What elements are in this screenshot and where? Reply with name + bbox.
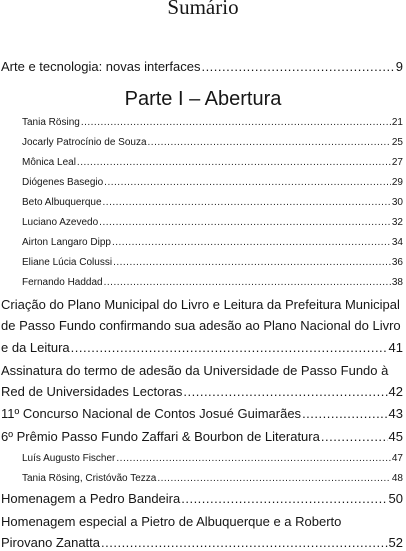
- toc-entry-assinatura-line1: Assinatura do termo de adesão da Universidade de Passo Fundo à: [1, 363, 389, 378]
- toc-page-number: 47: [391, 453, 403, 464]
- toc-entry-text: Luís Augusto Fischer: [22, 453, 116, 464]
- toc-page-number: 43: [388, 406, 403, 421]
- toc-author-entry[interactable]: [22, 156, 403, 169]
- toc-page-number: 9: [395, 59, 403, 74]
- dot-leader: [101, 534, 388, 551]
- toc-author-entry[interactable]: [22, 216, 403, 229]
- toc-author-entry[interactable]: [22, 276, 403, 289]
- dot-leader: [81, 116, 391, 129]
- toc-entry-text: Fernando Haddad: [22, 277, 103, 288]
- dot-leader: [157, 472, 391, 485]
- toc-entry-text: Beto Albuquerque: [22, 197, 102, 208]
- toc-entry-text: Tania Rösing, Cristóvão Tezza: [22, 473, 157, 484]
- toc-subentry-rosing-tezza[interactable]: [22, 472, 403, 485]
- toc-page-number: 32: [391, 217, 403, 228]
- dot-leader: [103, 196, 391, 209]
- toc-entry-text: e da Leitura: [1, 340, 70, 355]
- toc-entry-premio[interactable]: [1, 428, 403, 445]
- toc-page-number: 36: [391, 257, 403, 268]
- dot-leader: [116, 452, 390, 465]
- dot-leader: [71, 339, 388, 356]
- toc-page-number: 30: [391, 197, 403, 208]
- toc-entry-homenagem-especial-line1: Homenagem especial a Pietro de Albuquerque e a Roberto: [1, 514, 342, 529]
- toc-entry-criacao-line1: Criação do Plano Municipal do Livro e Leitura da Prefeitura Municipal: [1, 297, 400, 312]
- toc-author-entry[interactable]: [22, 236, 403, 249]
- toc-entry-text: Mônica Leal: [22, 157, 76, 168]
- dot-leader: [321, 428, 388, 445]
- toc-page-number: 52: [388, 535, 403, 550]
- dot-leader: [104, 176, 391, 189]
- toc-entry-homenagem-especial[interactable]: [1, 534, 403, 551]
- toc-entry-criacao-line2: de Passo Fundo confirmando sua adesão ao Plano Nacional do Livro: [1, 318, 401, 333]
- toc-entry-criacao[interactable]: [1, 339, 403, 356]
- toc-entry-text: Homenagem a Pedro Bandeira: [1, 491, 181, 506]
- toc-entry-text: Eliane Lúcia Colussi: [22, 257, 113, 268]
- toc-entry-text: Airton Langaro Dipp: [22, 237, 111, 248]
- toc-page-number: 48: [391, 473, 403, 484]
- toc-entry-text: Arte e tecnologia: novas interfaces: [1, 59, 201, 74]
- toc-entry-text: Red de Universidades Lectoras: [1, 384, 183, 399]
- dot-leader: [148, 136, 391, 149]
- toc-page-number: 34: [391, 237, 403, 248]
- dot-leader: [113, 256, 391, 269]
- toc-page-number: 29: [391, 177, 403, 188]
- dot-leader: [183, 383, 387, 400]
- toc-page-number: 41: [388, 340, 403, 355]
- toc-page-number: 42: [388, 384, 403, 399]
- toc-entry-text: Jocarly Patrocínio de Souza: [22, 137, 147, 148]
- dot-leader: [112, 236, 391, 249]
- dot-leader: [104, 276, 391, 289]
- toc-page-number: 27: [391, 157, 403, 168]
- dot-leader: [99, 216, 391, 229]
- toc-entry-homenagem[interactable]: [1, 490, 403, 507]
- part-heading: Parte I – Abertura: [124, 88, 282, 110]
- page-title: Sumário: [167, 0, 239, 19]
- dot-leader: [181, 490, 387, 507]
- toc-entry-assinatura[interactable]: [1, 383, 403, 400]
- toc-entry-text: 6º Prêmio Passo Fundo Zaffari & Bourbon de Literatura: [1, 429, 320, 444]
- toc-page-number: 45: [388, 429, 403, 444]
- toc-entry-concurso[interactable]: [1, 405, 403, 422]
- toc-author-entry[interactable]: [22, 136, 403, 149]
- toc-entry-text: Pirovano Zanatta: [1, 535, 101, 550]
- toc-page-number: 38: [391, 277, 403, 288]
- toc-entry-text: Luciano Azevedo: [22, 217, 99, 228]
- toc-author-entry[interactable]: [22, 196, 403, 209]
- toc-subentry-fischer[interactable]: [22, 452, 403, 465]
- toc-author-entry[interactable]: [22, 176, 403, 189]
- dot-leader: [77, 156, 391, 169]
- toc-page-number: 21: [391, 117, 403, 128]
- toc-author-entry[interactable]: [22, 256, 403, 269]
- dot-leader: [302, 405, 387, 422]
- toc-page-number: 25: [391, 137, 403, 148]
- toc-entry-text: Diógenes Basegio: [22, 177, 104, 188]
- toc-entry-text: 11º Concurso Nacional de Contos Josué Guimarães: [1, 406, 302, 421]
- toc-author-entry[interactable]: [22, 116, 403, 129]
- toc-entry-text: Tania Rösing: [22, 117, 80, 128]
- toc-page-number: 50: [388, 491, 403, 506]
- dot-leader: [201, 58, 394, 75]
- toc-entry-intro[interactable]: [1, 58, 403, 75]
